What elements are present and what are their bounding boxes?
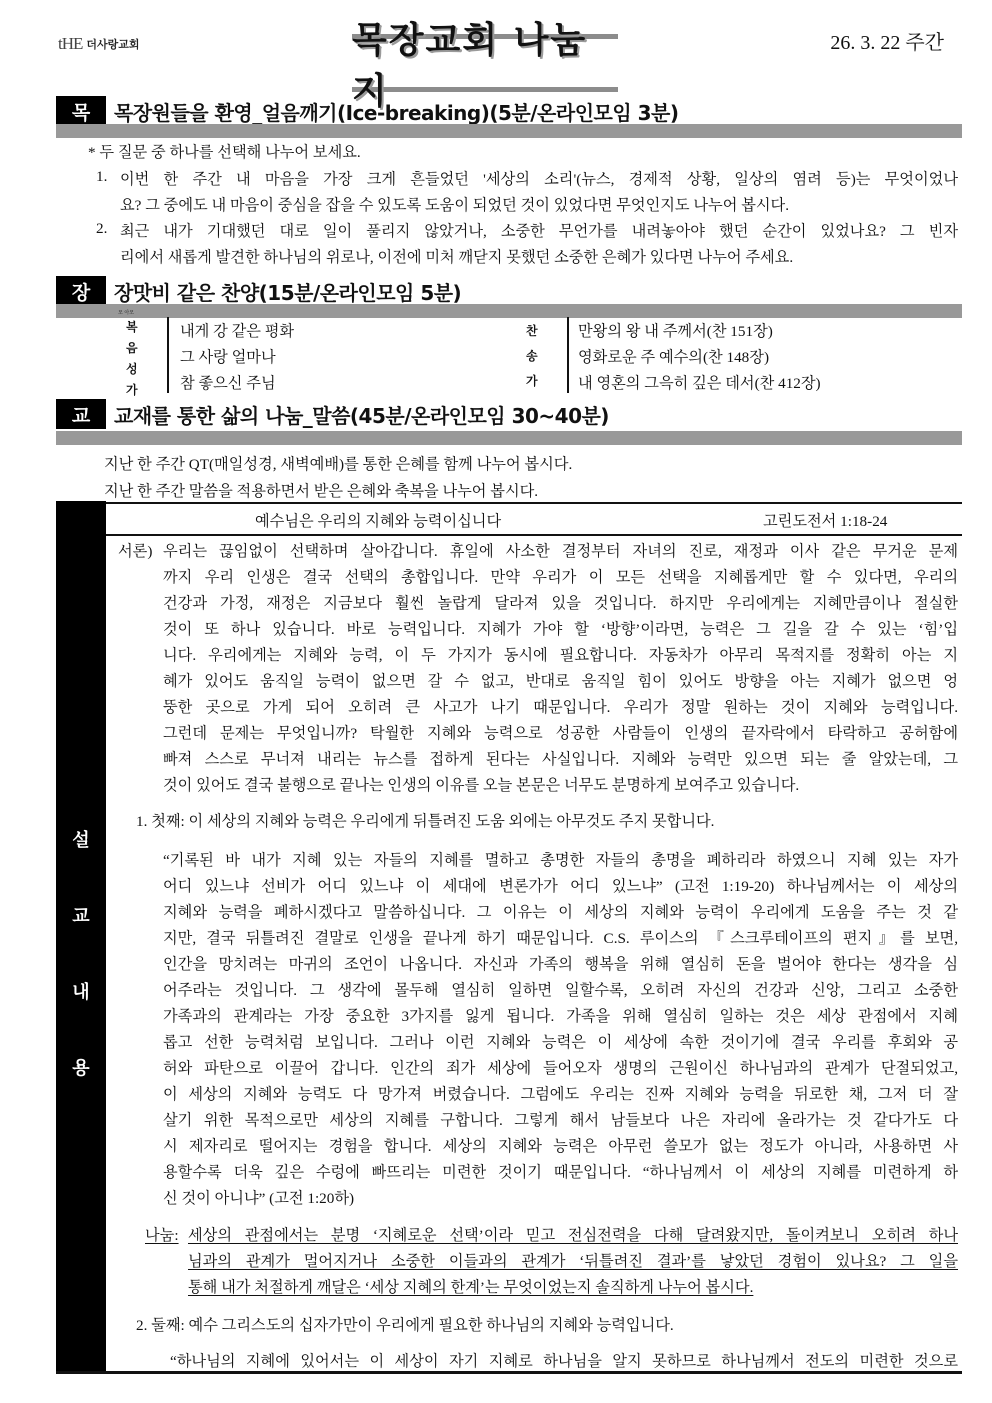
- column-divider: [167, 317, 169, 393]
- gospel-song: 내게 강 같은 평화: [180, 323, 295, 340]
- section-divider: [56, 431, 962, 445]
- gospel-song-label: [126, 318, 138, 398]
- sermon-side-label: [56, 826, 106, 1080]
- body-line: 가족과의 관계라는 가장 중요한 3가지를 잃게 됩니다. 가족을 위해 열심히 일하는 것은 세상 관점에서 지혜: [163, 1008, 958, 1025]
- body-line: 이 세상의 지혜와 능력도 다 망가져 버렸습니다. 그럼에도 우리는 진짜 지혜와 능력을 뒤로한 채, 그저 더 잘: [163, 1086, 958, 1103]
- point-2-body: “하나님의 지혜에 있어서는 이 세상이 자기 지혜로 하나님을 알지 못하므로 하나님께서 전도의 미련한 것으로: [170, 1353, 958, 1370]
- question-text: 최근 내가 기대했던 대로 일이 풀리지 않았거나, 소중한 무언가를 내려놓아야 했던 순간이 있었나요? 그 빈자: [120, 223, 958, 240]
- label-char: 가: [126, 383, 138, 397]
- intro-line: 그런데 문제는 무엇입니까? 탁월한 지혜와 능력으로 성공한 사람들이 인생의 끝자락에서 타락하고 공허함에: [163, 725, 958, 742]
- body-line: 롭고 선한 능력처럼 보입니다. 그러나 이런 지혜와 능력은 이 세상에 속한 것이기에 결국 우리를 후회와 공: [163, 1034, 958, 1051]
- sermon-bottom-rule: [56, 1371, 962, 1374]
- share-prefix: 나눔:: [145, 1227, 179, 1244]
- body-line: “기록된 바 내가 지혜 있는 자들의 지혜를 멸하고 총명한 자들의 총명을 폐하리라 하였으니 지혜 있는 자가: [163, 852, 958, 869]
- label-char: 복: [126, 320, 138, 334]
- question-text: 이번 한 주간 내 마음을 가장 크게 흔들었던 '세상의 소리'(뉴스, 경제적 상황, 일상의 염려 등)는 무엇이었나: [120, 171, 958, 188]
- body-line: 인간을 망치려는 마귀의 조언이 나옵니다. 자신과 가족의 행복을 위해 열심히 돈을 벌어야 한다는 생각을 심: [163, 956, 958, 973]
- section-header-praise: [56, 276, 962, 306]
- intro-line: 우리는 끊임없이 선택하며 살아갑니다. 휴일에 사소한 결정부터 자녀의 진로, 재정과 이사 같은 무거운 문제: [163, 543, 958, 560]
- intro-line: 뚱한 곳으로 가게 되어 오히려 큰 사고가 나기 때문입니다. 우리가 정말 원하는 것이 지혜와 능력입니다.: [163, 699, 958, 716]
- hymn: 내 영혼의 그윽히 깊은 데서(찬 412장): [578, 375, 821, 392]
- body-line: 허와 파탄으로 이끌어 갑니다. 인간의 죄가 세상에 들어오자 생명의 근원이신 하나님과의 관계가 단절되었고,: [163, 1060, 958, 1077]
- section-tag: 장: [56, 276, 106, 306]
- hymn-label: [526, 322, 538, 389]
- share-line: 세상의 관점에서는 분명 ‘지혜로운 선택’이라 믿고 전심전력을 다해 달려왔지만, 돌이켜보니 오히려 하나: [188, 1227, 958, 1244]
- page-title-box: [352, 20, 618, 112]
- hymn: 영화로운 주 예수의(찬 148장): [578, 349, 769, 366]
- body-line: 시 제자리로 떨어지는 경험을 합니다. 세상의 지혜와 능력은 아무런 쓸모가 없는 정도가 아니라, 사용하면 사: [163, 1138, 958, 1155]
- question-text: 요? 그 중에도 내 마음이 중심을 잡을 수 있도록 도움이 되었던 것이 있었다면 무엇인지도 나누어 봅시다.: [120, 197, 790, 214]
- word-intro-line: 지난 한 주간 QT(매일성경, 새벽예배)를 통한 은혜를 함께 나누어 봅시다.: [104, 456, 573, 473]
- intro-line: 니다. 우리에게는 지혜와 능력, 이 두 가지가 동시에 필요합니다. 자동차가 아무리 목적지를 정확히 아는 지: [163, 647, 958, 664]
- praise-small-label: 모 아모: [118, 310, 135, 316]
- sermon-reference: 고린도전서 1:18-24: [763, 513, 888, 530]
- gospel-song: 그 사랑 얼마나: [180, 349, 276, 366]
- intro-line: 건강과 가정, 재정은 지금보다 훨씬 놀랍게 달라져 있을 것입니다. 하지만 우리에게는 지혜만큼이나 절실한: [163, 595, 958, 612]
- body-line: 신 것이 아니냐” (고전 1:20하): [163, 1190, 355, 1207]
- week-date: 26. 3. 22 주간: [830, 32, 944, 54]
- body-line: 용할수록 더욱 깊은 수렁에 빠뜨리는 미련한 것이기 때문입니다. “하나님께서 이 세상의 지혜를 미련하게 하: [163, 1164, 958, 1181]
- church-name: 더사랑교회: [86, 38, 140, 51]
- body-line: 지만, 결국 뒤틀려진 결말로 인생을 끝나게 하기 때문입니다. C.S. 루이스의 『스크루테이프의 편지』를 보면,: [163, 930, 958, 947]
- share-line: 통해 내가 처절하게 깨달은 ‘세상 지혜의 한계’는 무엇이었는지 솔직하게 나누어 봅시다.: [188, 1279, 754, 1296]
- word-intro-line: 지난 한 주간 말씀을 적용하면서 받은 은혜와 축복을 나누어 봅시다.: [104, 483, 539, 500]
- section-title: 목장원들을 환영_얼음깨기(Ice-breaking)(5분/온라인모임 3분): [114, 100, 679, 125]
- label-char: 음: [126, 341, 138, 355]
- body-line: 어디 있느냐 선비가 어디 있느냐 이 세대에 변론가가 어디 있느냐” (고전 1:19-20) 하나님께서는 이 세상의: [163, 878, 958, 895]
- question-text: 리에서 새롭게 발견한 하나님의 위로나, 이전에 미처 깨닫지 못했던 소중한 은혜가 있다면 나누어 주세요.: [120, 249, 794, 266]
- section-divider: [56, 304, 962, 318]
- column-divider: [567, 317, 569, 393]
- section-divider: [56, 124, 962, 138]
- label-char: 찬: [526, 324, 538, 338]
- label-char: 교: [72, 906, 90, 927]
- sermon-top-rule: [106, 502, 962, 504]
- label-char: 설: [72, 830, 90, 851]
- label-char: 송: [526, 349, 538, 363]
- section-title: 장맛비 같은 찬양(15분/온라인모임 5분): [114, 280, 462, 305]
- section-title: 교재를 통한 삶의 나눔_말씀(45분/온라인모임 30~40분): [114, 403, 609, 428]
- body-line: 어주라는 것입니다. 그 생각에 몰두해 열심히 일하면 일할수록, 오히려 자신의 건강과 신앙, 그리고 소중한: [163, 982, 958, 999]
- point-1-heading: 1. 첫째: 이 세상의 지혜와 능력은 우리에게 뒤틀려진 도움 외에는 아무것도 주지 못합니다.: [136, 813, 715, 830]
- question-number: 2.: [96, 220, 108, 237]
- sermon-title-rule: [106, 534, 962, 536]
- intro-line: 까지 우리 인생은 결국 선택의 총합입니다. 만약 우리가 이 모든 선택을 지혜롭게만 할 수 있다면, 우리의: [163, 569, 958, 586]
- gospel-song: 참 좋으신 주님: [180, 375, 276, 392]
- section-tag: 목: [56, 96, 106, 126]
- label-char: 가: [526, 374, 538, 388]
- hymn: 만왕의 왕 내 주께서(찬 151장): [578, 323, 773, 340]
- church-logo: [58, 34, 140, 54]
- page-title: 목장교회 나눔지: [352, 20, 588, 112]
- label-char: 용: [72, 1058, 90, 1079]
- section-header-icebreak: [56, 96, 962, 126]
- intro-line: 것이 또 하나 있습니다. 바로 능력입니다. 지혜가 가야 할 ‘방향’이라면, 능력은 그 길을 갈 수 있는 ‘힘’입: [163, 621, 958, 638]
- section-tag: 교: [56, 399, 106, 429]
- section-header-word: [56, 399, 962, 429]
- body-line: 지혜와 능력을 폐하시겠다고 말씀하십니다. 그 이유는 이 세상의 지혜와 능력이 우리에게 도움을 주는 것 같: [163, 904, 958, 921]
- icebreak-intro: * 두 질문 중 하나를 선택해 나누어 보세요.: [88, 144, 361, 161]
- intro-line: 혜가 있어도 움직일 능력이 없으면 갈 수 없고, 반대로 움직일 힘이 있어도 방향을 아는 지혜가 없으면 엉: [163, 673, 958, 690]
- label-char: 성: [126, 362, 138, 376]
- sermon-title: 예수님은 우리의 지혜와 능력이십니다: [255, 513, 502, 530]
- point-2-heading: 2. 둘째: 예수 그리스도의 십자가만이 우리에게 필요한 하나님의 지혜와 능력입니다.: [136, 1317, 674, 1334]
- intro-line: 빠져 스스로 무너져 내리는 뉴스를 접하게 된다는 사실입니다. 지혜와 능력만 있으면 되는 줄 알았는데, 그: [163, 751, 958, 768]
- intro-line: 것이 있어도 결국 불행으로 끝나는 인생의 이유를 오늘 본문은 너무도 분명하게 보여주고 있습니다.: [163, 777, 800, 794]
- question-number: 1.: [96, 168, 108, 185]
- body-line: 살기 위한 목적으로만 세상의 지혜를 구합니다. 그렇게 해서 남들보다 나은 자리에 올라가는 것 같다가도 다: [163, 1112, 958, 1129]
- label-char: 내: [72, 982, 90, 1003]
- logo-mark: tHE: [58, 34, 83, 53]
- share-line: 님과의 관계가 멀어지거나 소중한 이들과의 관계가 ‘뒤틀려진 결과’를 낳았던 경험이 있나요? 그 일을: [188, 1253, 958, 1270]
- intro-prefix: 서론): [118, 543, 153, 560]
